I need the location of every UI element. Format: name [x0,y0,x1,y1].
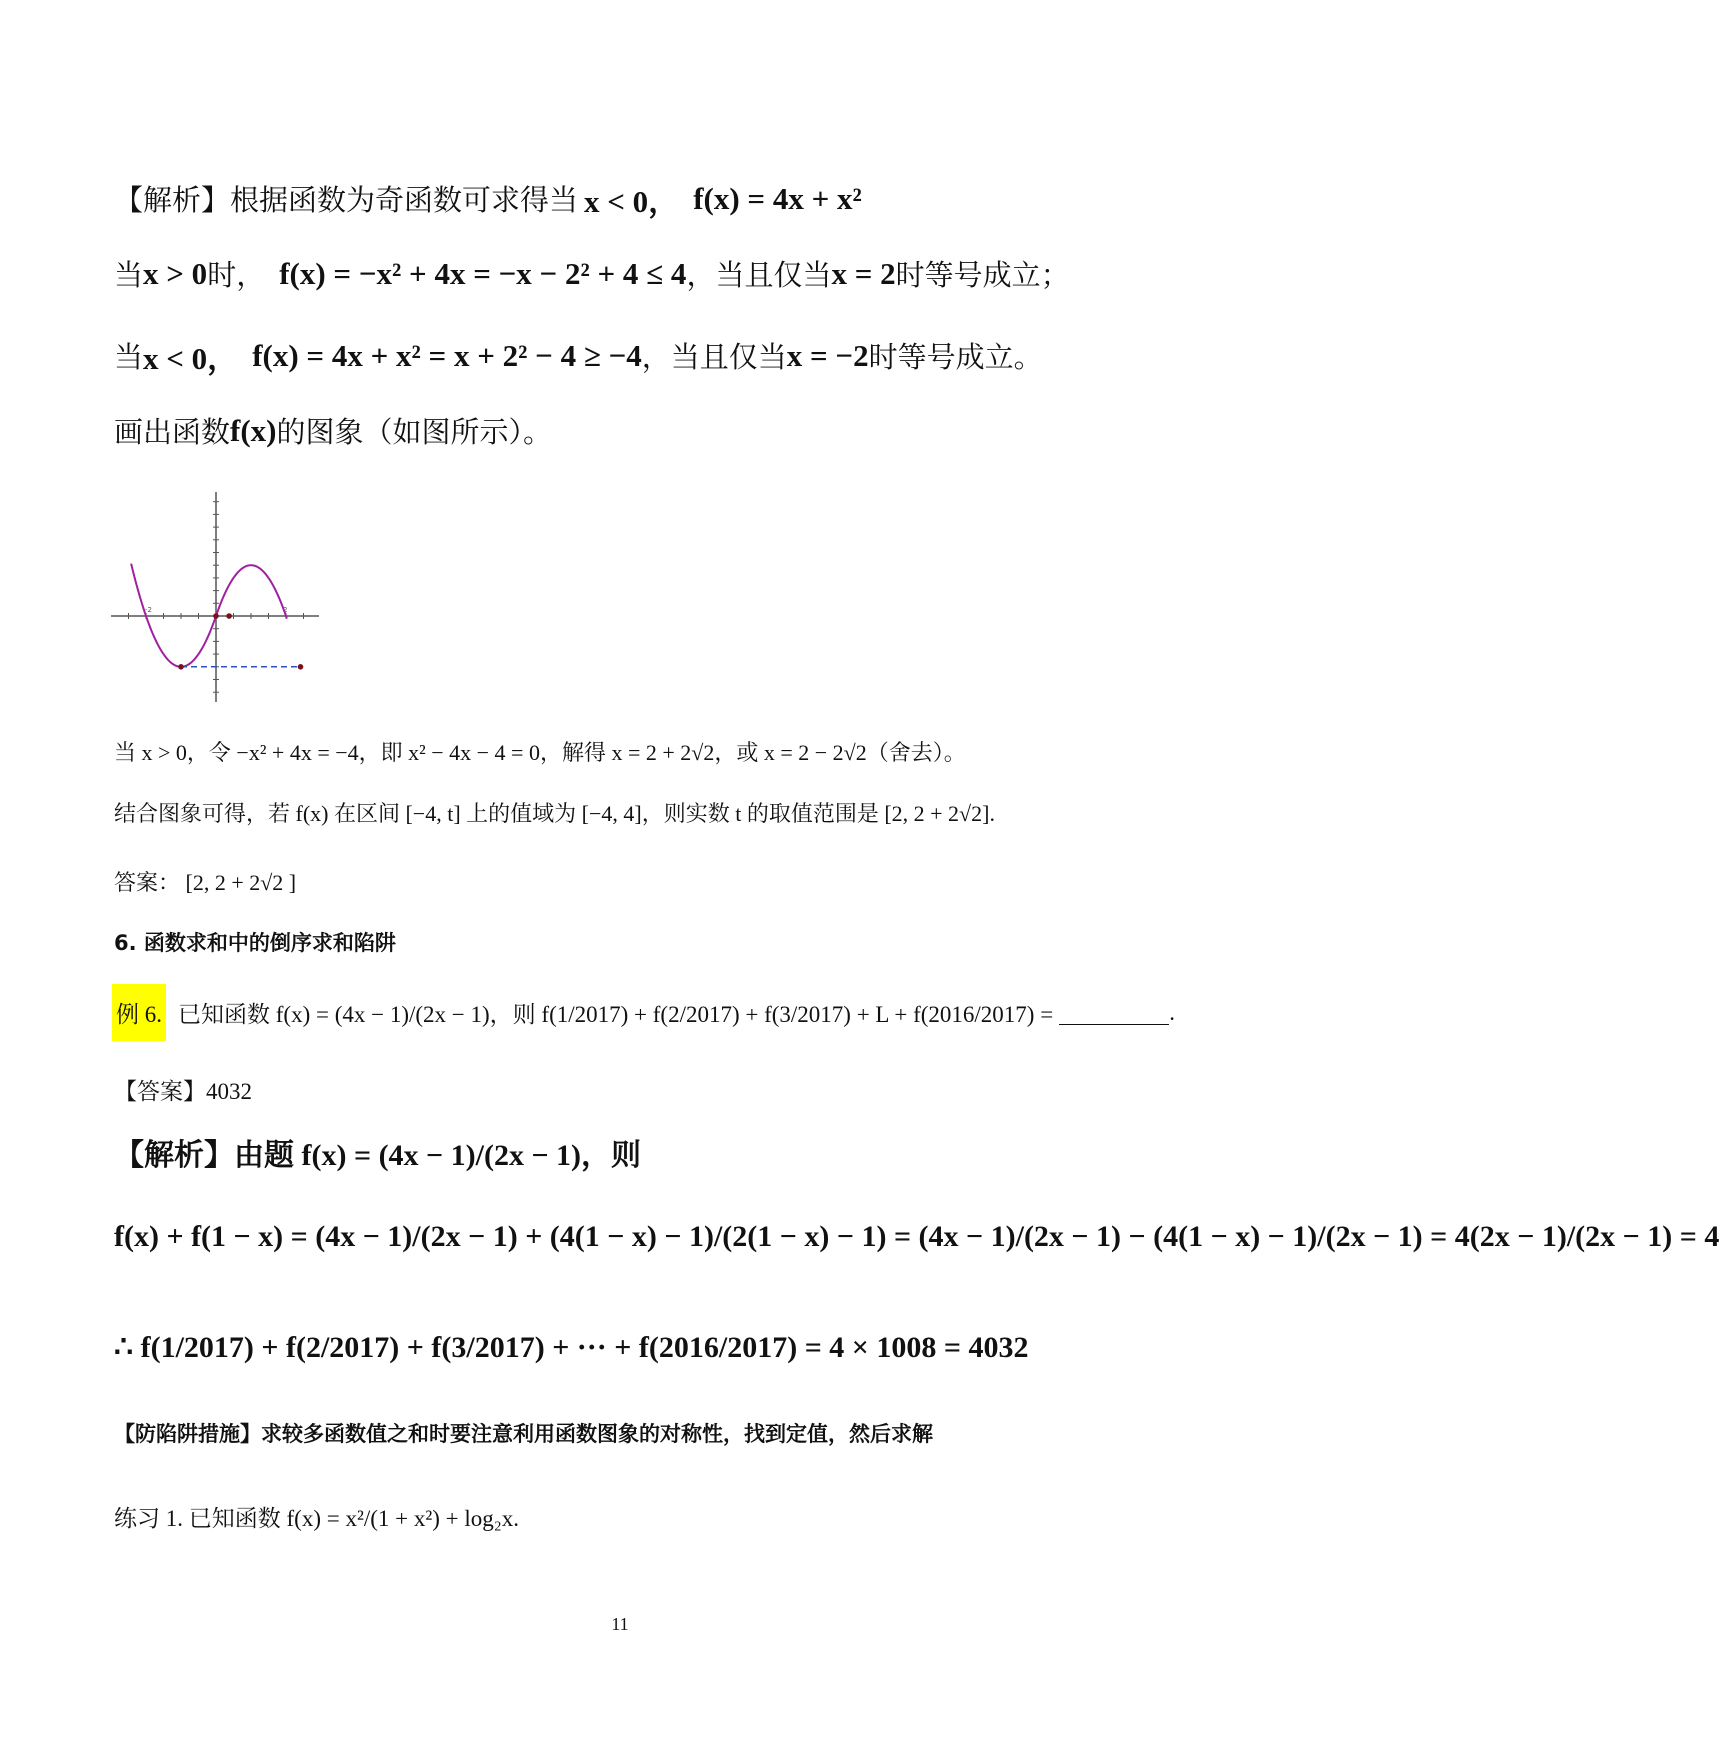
analysis-6-line-2 [114,1220,1719,1254]
exercise-1 [114,1500,519,1533]
answer-blank [1059,1000,1169,1025]
tick-label-pos: 2 [283,606,288,614]
analysis-6-line-3 [114,1330,1029,1365]
solution-text: 结合图象可得，若 f(x) 在区间 [−4, t] 上的值域为 [−4, 4]，则实数 t 的取值范围是 [2, 2 + 2√2]. [114,801,995,826]
math-expr: f(x) = −x² + 4x = −x − 2² + 4 ≤ 4 [279,255,687,291]
answer-text: 答案： [2, 2 + 2√2 ] [114,870,297,895]
analysis-6-text: f(x) + f(1 − x) = (4x − 1)/(2x − 1) + (4(1 − x) − 1)/(2(1 − x) − 1) = (4x − 1)/(2x − 1) − (4(1 − x) − 1)/(2x − 1) = 4(2x − 1)/(2x − 1) = 4 [114,1220,1719,1253]
analysis-line-2 [114,253,1070,294]
analysis-line-1 [114,176,862,221]
section-heading-text: 6. 函数求和中的倒序求和陷阱 [114,931,396,955]
solution-text: 当 x > 0，令 −x² + 4x = −4，即 x² − 4x − 4 = 0，解得 x = 2 + 2√2，或 x = 2 − 2√2（舍去）。 [114,740,966,765]
example-text: 已知函数 f(x) = (4x − 1)/(2x − 1)，则 f(1/2017) + f(2/2017) + f(3/2017) + L + f(2016/2017) = [178,1002,1054,1027]
answer-line [114,866,296,897]
analysis-text: 的图象（如图所示）。 [276,415,553,449]
trap-measure [114,1418,933,1448]
math-expr: x < 0， [143,341,239,376]
analysis-text: 时等号成立。 [868,340,1043,374]
point-origin [213,613,219,619]
analysis-text: 【解析】根据函数为奇函数可求得当 [114,183,579,217]
analysis-text: 时， [207,258,266,292]
analysis-text: 时等号成立； [895,258,1070,292]
analysis-line-3 [114,333,1043,378]
analysis-6-text: ∴ f(1/2017) + f(2/2017) + f(3/2017) + ··· + f(2016/2017) = 4 × 1008 = 4032 [114,1331,1029,1364]
analysis-line-4 [114,410,552,451]
function-graph [105,488,325,706]
example-end: . [1169,999,1175,1025]
section-heading [114,927,396,957]
analysis-text: ，当且仅当 [686,258,832,292]
example-label: 例 6. [112,984,166,1041]
point-x-one [226,613,232,619]
solution-line-2 [114,797,995,828]
point-min-left [178,664,184,670]
analysis-6-text: 【解析】由题 f(x) = (4x − 1)/(2x − 1)，则 [114,1139,642,1172]
exercise-1-text: 练习 1. 已知函数 f(x) = x²/(1 + x²) + log₂x. [114,1506,520,1531]
solution-line-1 [114,736,966,767]
trap-measure-text: 【防陷阱措施】求较多函数值之和时要注意利用函数图象的对称性，找到定值，然后求解 [114,1422,933,1446]
math-expr: x < 0， [584,184,680,219]
analysis-text: 当 [114,258,144,292]
math-expr: x = −2 [786,337,869,373]
analysis-text: ，当且仅当 [641,340,787,374]
curve-right-branch [216,565,287,618]
analysis-text: 当 [114,340,144,374]
answer-6-text: 【答案】4032 [114,1079,252,1104]
math-expr: f(x) [230,412,277,448]
math-expr: f(x) = 4x + x² [693,180,862,216]
page-number: 11 [611,1614,629,1634]
math-expr: f(x) = 4x + x² = x + 2² − 4 ≥ −4 [252,337,642,373]
answer-6 [114,1073,252,1106]
tick-label-neg: -2 [145,606,152,614]
curve-left-branch [131,564,216,667]
math-expr: x = 2 [831,255,896,291]
point-min-right [298,664,304,670]
analysis-6-line-1 [114,1130,641,1174]
analysis-text: 画出函数 [114,415,231,449]
math-expr: x > 0 [143,255,208,291]
example-6 [112,984,1175,1041]
